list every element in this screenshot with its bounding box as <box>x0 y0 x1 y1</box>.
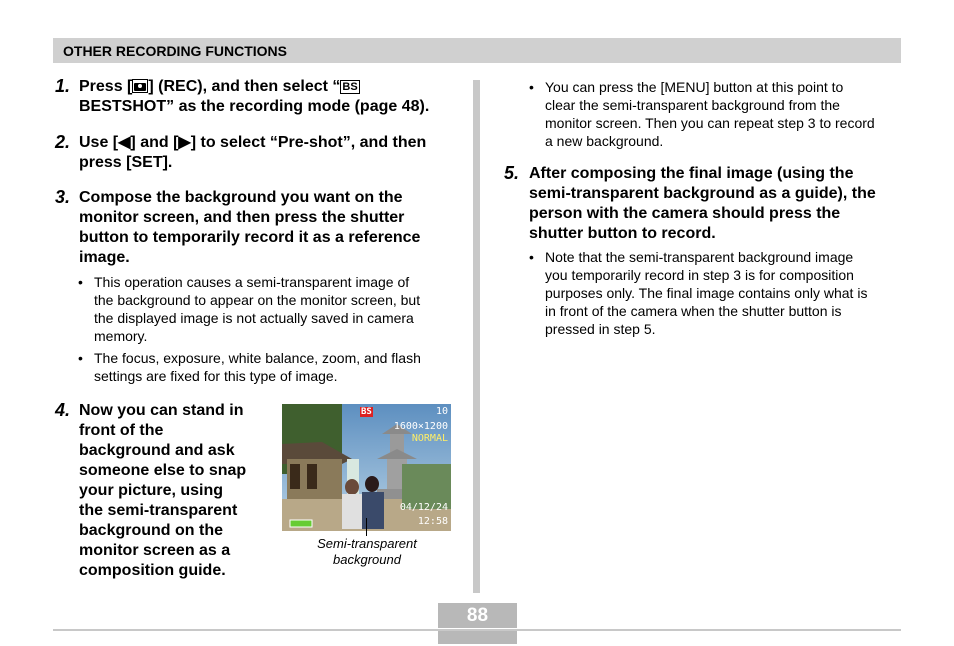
bullet-line: you temporarily record in step 3 is for composition <box>545 267 854 283</box>
monitor-screen-photo <box>282 404 451 531</box>
bullet-line: monitor screen. Then you can repeat step 3 to record <box>545 115 875 131</box>
step-4-line: background on the <box>79 522 223 539</box>
bullet-line: in front of the camera when the shutter button is <box>545 303 842 319</box>
bullet-line: This operation causes a semi-transparent image of <box>94 274 410 290</box>
step-5-line: person with the camera should press the <box>529 205 841 222</box>
bullet-line: pressed in step 5. <box>545 321 656 337</box>
step-4-line: someone else to snap <box>79 462 247 479</box>
step-5-line: semi-transparent background as a guide), the <box>529 185 876 202</box>
bullet-line: the displayed image is not actually saved in camera <box>94 310 414 326</box>
step-4-line: front of the <box>79 422 164 439</box>
section-title: OTHER RECORDING FUNCTIONS <box>63 43 287 59</box>
step-5-number: 5. <box>504 163 520 183</box>
step-3-line: monitor screen, and then press the shutter <box>79 209 405 226</box>
step-2-line2: press [SET]. <box>79 154 173 171</box>
image-quality: NORMAL <box>411 433 448 444</box>
step-5-line: After composing the final image (using the <box>529 165 854 182</box>
column-divider <box>473 80 480 593</box>
step-3-line: image. <box>79 249 130 266</box>
image-size: 1600×1200 <box>393 421 448 432</box>
bullet-line: the background to appear on the monitor screen, but <box>94 292 421 308</box>
step-5-bullet <box>529 248 910 338</box>
bullet-line: a new background. <box>545 133 664 149</box>
bullet-line: clear the semi-transparent background from the <box>545 97 840 113</box>
step-4-line: your picture, using <box>79 482 224 499</box>
camera-icon <box>132 79 148 93</box>
step-2-number: 2. <box>55 132 71 152</box>
step-3-bullet-1 <box>78 273 464 345</box>
step-5-line: shutter button to record. <box>529 225 716 242</box>
step-1-number: 1. <box>55 76 71 96</box>
bullet-line: The focus, exposure, white balance, zoom, and flash <box>94 350 421 366</box>
step-1-text-line2: BESTSHOT” as the recording mode (page 48). <box>79 98 430 115</box>
step-4-line: the semi-transparent <box>79 502 238 519</box>
photo-caption <box>305 536 429 568</box>
step-4-text <box>79 401 269 581</box>
step-4-line: monitor screen as a <box>79 542 231 559</box>
step-3-line: button to temporarily record it as a reference <box>79 229 421 246</box>
step-4-line: background and ask <box>79 442 235 459</box>
step-1-text-b: ] (REC), and then select “ <box>148 78 341 95</box>
caption-pointer <box>366 518 367 536</box>
shots-remaining: 10 <box>435 406 448 417</box>
step-3-bullet-2 <box>78 349 464 385</box>
right-bullet-menu <box>529 78 910 150</box>
step-3-text <box>79 188 464 268</box>
bullet-dot: • <box>78 350 83 366</box>
bullet-dot: • <box>78 274 83 290</box>
page-number-tab <box>438 631 517 644</box>
bullet-dot: • <box>529 249 534 265</box>
caption-line: Semi-transparent <box>317 536 417 551</box>
step-2-line1: Use [◀] and [▶] to select “Pre-shot”, and then <box>79 134 427 151</box>
date-stamp: 04/12/24 <box>399 502 448 513</box>
step-5-text <box>529 164 909 244</box>
bullet-line: settings are fixed for this type of image. <box>94 368 338 384</box>
bullet-line: purposes only. The final image contains only what is <box>545 285 868 301</box>
bestshot-icon: BS <box>342 81 358 93</box>
step-3-number: 3. <box>55 187 71 207</box>
step-1-text <box>79 77 464 117</box>
page-number: 88 <box>438 603 517 628</box>
step-3-line: Compose the background you want on the <box>79 189 403 206</box>
caption-line: background <box>333 552 401 567</box>
section-header <box>53 38 901 63</box>
step-4-line: composition guide. <box>79 562 226 579</box>
bullet-line: Note that the semi-transparent background image <box>545 249 854 265</box>
bullet-dot: • <box>529 79 534 95</box>
time-stamp: 12:58 <box>417 516 448 527</box>
bullet-line: memory. <box>94 328 148 344</box>
bestshot-indicator: BS <box>361 407 372 417</box>
step-4-line: Now you can stand in <box>79 402 244 419</box>
step-4-number: 4. <box>55 400 71 420</box>
step-1-text-a: Press [ <box>79 78 133 95</box>
step-2-text <box>79 133 464 173</box>
bullet-line: You can press the [MENU] button at this point to <box>545 79 844 95</box>
